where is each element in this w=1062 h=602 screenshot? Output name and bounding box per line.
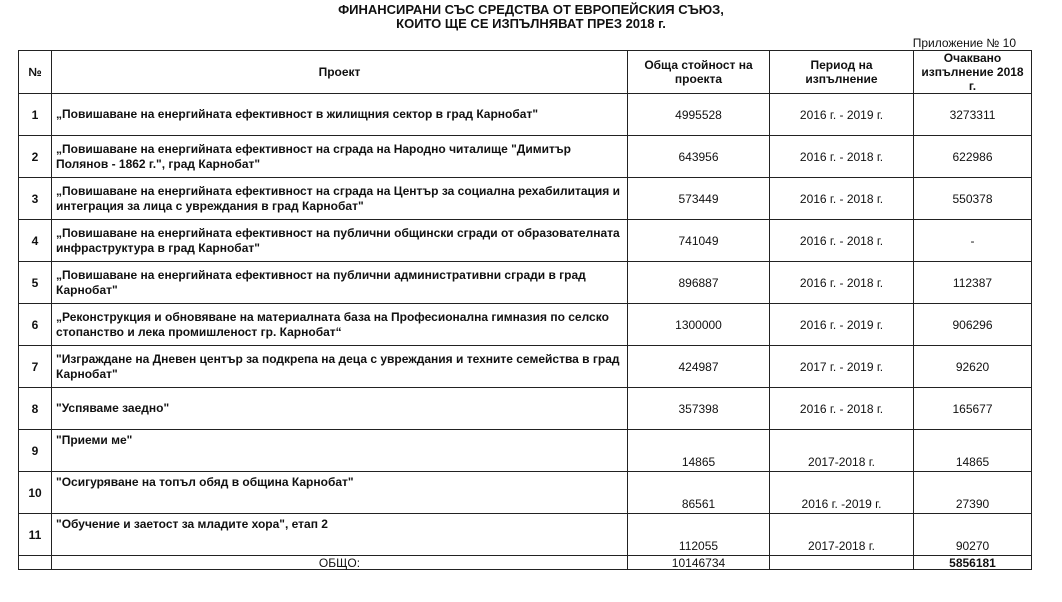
row-project: "Обучение и заетост за младите хора", етап 2	[52, 514, 628, 556]
row-expected: 906296	[914, 304, 1032, 346]
row-expected: 92620	[914, 346, 1032, 388]
table-row	[19, 346, 1032, 388]
row-expected: 90270	[914, 514, 1032, 556]
row-project: "Осигуряване на топъл обяд в община Карнобат"	[52, 472, 628, 514]
row-period: 2016 г. -2019 г.	[770, 472, 914, 514]
document-title-line1: ФИНАНСИРАНИ СЪС СРЕДСТВА ОТ ЕВРОПЕЙСКИЯ СЪЮЗ,	[338, 2, 724, 17]
row-no: 5	[19, 262, 52, 304]
row-project: "Приеми ме"	[52, 430, 628, 472]
table-row	[19, 178, 1032, 220]
row-no: 6	[19, 304, 52, 346]
row-no: 1	[19, 94, 52, 136]
row-project: „Повишаване на енергийната ефективност в жилищния сектор в град Карнобат"	[52, 94, 628, 136]
header-no: №	[19, 51, 52, 94]
row-expected: -	[914, 220, 1032, 262]
row-value: 573449	[628, 178, 770, 220]
row-value: 424987	[628, 346, 770, 388]
row-period: 2016 г. - 2018 г.	[770, 262, 914, 304]
row-expected: 14865	[914, 430, 1032, 472]
row-value: 741049	[628, 220, 770, 262]
header-period: Период на изпълнение	[770, 51, 914, 94]
total-expected: 5856181	[914, 556, 1032, 570]
row-project: „Повишаване на енергийната ефективност на публични административни сгради в град Карнобат"	[52, 262, 628, 304]
row-expected: 165677	[914, 388, 1032, 430]
row-project: „Повишаване на енергийната ефективност на сграда на Народно читалище "Димитър Полянов - 1862 г.", град Карнобат"	[52, 136, 628, 178]
total-value: 10146734	[628, 556, 770, 570]
row-project: "Успяваме заедно"	[52, 388, 628, 430]
row-no: 11	[19, 514, 52, 556]
header-total-value: Обща стойност на проекта	[628, 51, 770, 94]
row-period: 2016 г. - 2018 г.	[770, 220, 914, 262]
row-value: 112055	[628, 514, 770, 556]
row-period: 2016 г. - 2019 г.	[770, 304, 914, 346]
row-value: 896887	[628, 262, 770, 304]
row-expected: 3273311	[914, 94, 1032, 136]
total-period-empty	[770, 556, 914, 570]
row-value: 86561	[628, 472, 770, 514]
row-period: 2016 г. - 2018 г.	[770, 178, 914, 220]
table-row	[19, 430, 1032, 472]
header-expected: Очаквано изпълнение 2018 г.	[914, 51, 1032, 94]
row-value: 14865	[628, 430, 770, 472]
row-period: 2017-2018 г.	[770, 514, 914, 556]
row-value: 4995528	[628, 94, 770, 136]
row-value: 1300000	[628, 304, 770, 346]
table-row	[19, 136, 1032, 178]
table-row	[19, 472, 1032, 514]
total-row	[19, 556, 1032, 570]
table-row	[19, 94, 1032, 136]
row-value: 357398	[628, 388, 770, 430]
row-project: "Изграждане на Дневен център за подкрепа на деца с увреждания и техните семейства в град Карнобат"	[52, 346, 628, 388]
row-no: 9	[19, 430, 52, 472]
document-title-line2: КОИТО ЩЕ СЕ ИЗПЪЛНЯВАТ ПРЕЗ 2018 г.	[396, 16, 666, 31]
row-period: 2017-2018 г.	[770, 430, 914, 472]
row-period: 2017 г. - 2019 г.	[770, 346, 914, 388]
row-expected: 622986	[914, 136, 1032, 178]
header-project: Проект	[52, 51, 628, 94]
table-header-row	[19, 51, 1032, 94]
row-no: 8	[19, 388, 52, 430]
row-project: „Реконструкция и обновяване на материалната база на Професионална гимназия по селско стопанство и лека промишленост гр. Карнобат“	[52, 304, 628, 346]
row-no: 3	[19, 178, 52, 220]
row-period: 2016 г. - 2018 г.	[770, 136, 914, 178]
row-value: 643956	[628, 136, 770, 178]
table-row	[19, 220, 1032, 262]
table-row	[19, 262, 1032, 304]
table-row	[19, 514, 1032, 556]
row-expected: 550378	[914, 178, 1032, 220]
row-expected: 27390	[914, 472, 1032, 514]
table-row	[19, 304, 1032, 346]
annex-label: Приложение № 10	[912, 36, 1016, 50]
row-project: „Повишаване на енергийната ефективност на публични общински сгради от образователната инфраструктура в град Карнобат"	[52, 220, 628, 262]
row-no: 4	[19, 220, 52, 262]
projects-table	[18, 50, 1032, 570]
row-period: 2016 г. - 2018 г.	[770, 388, 914, 430]
row-no: 7	[19, 346, 52, 388]
row-period: 2016 г. - 2019 г.	[770, 94, 914, 136]
row-project: „Повишаване на енергийната ефективност на сграда на Център за социална рехабилитация и интеграция за лица с увреждания в град Карнобат"	[52, 178, 628, 220]
row-no: 2	[19, 136, 52, 178]
total-label: ОБЩО:	[52, 556, 628, 570]
table-row	[19, 388, 1032, 430]
row-no: 10	[19, 472, 52, 514]
row-expected: 112387	[914, 262, 1032, 304]
total-no-empty	[19, 556, 52, 570]
